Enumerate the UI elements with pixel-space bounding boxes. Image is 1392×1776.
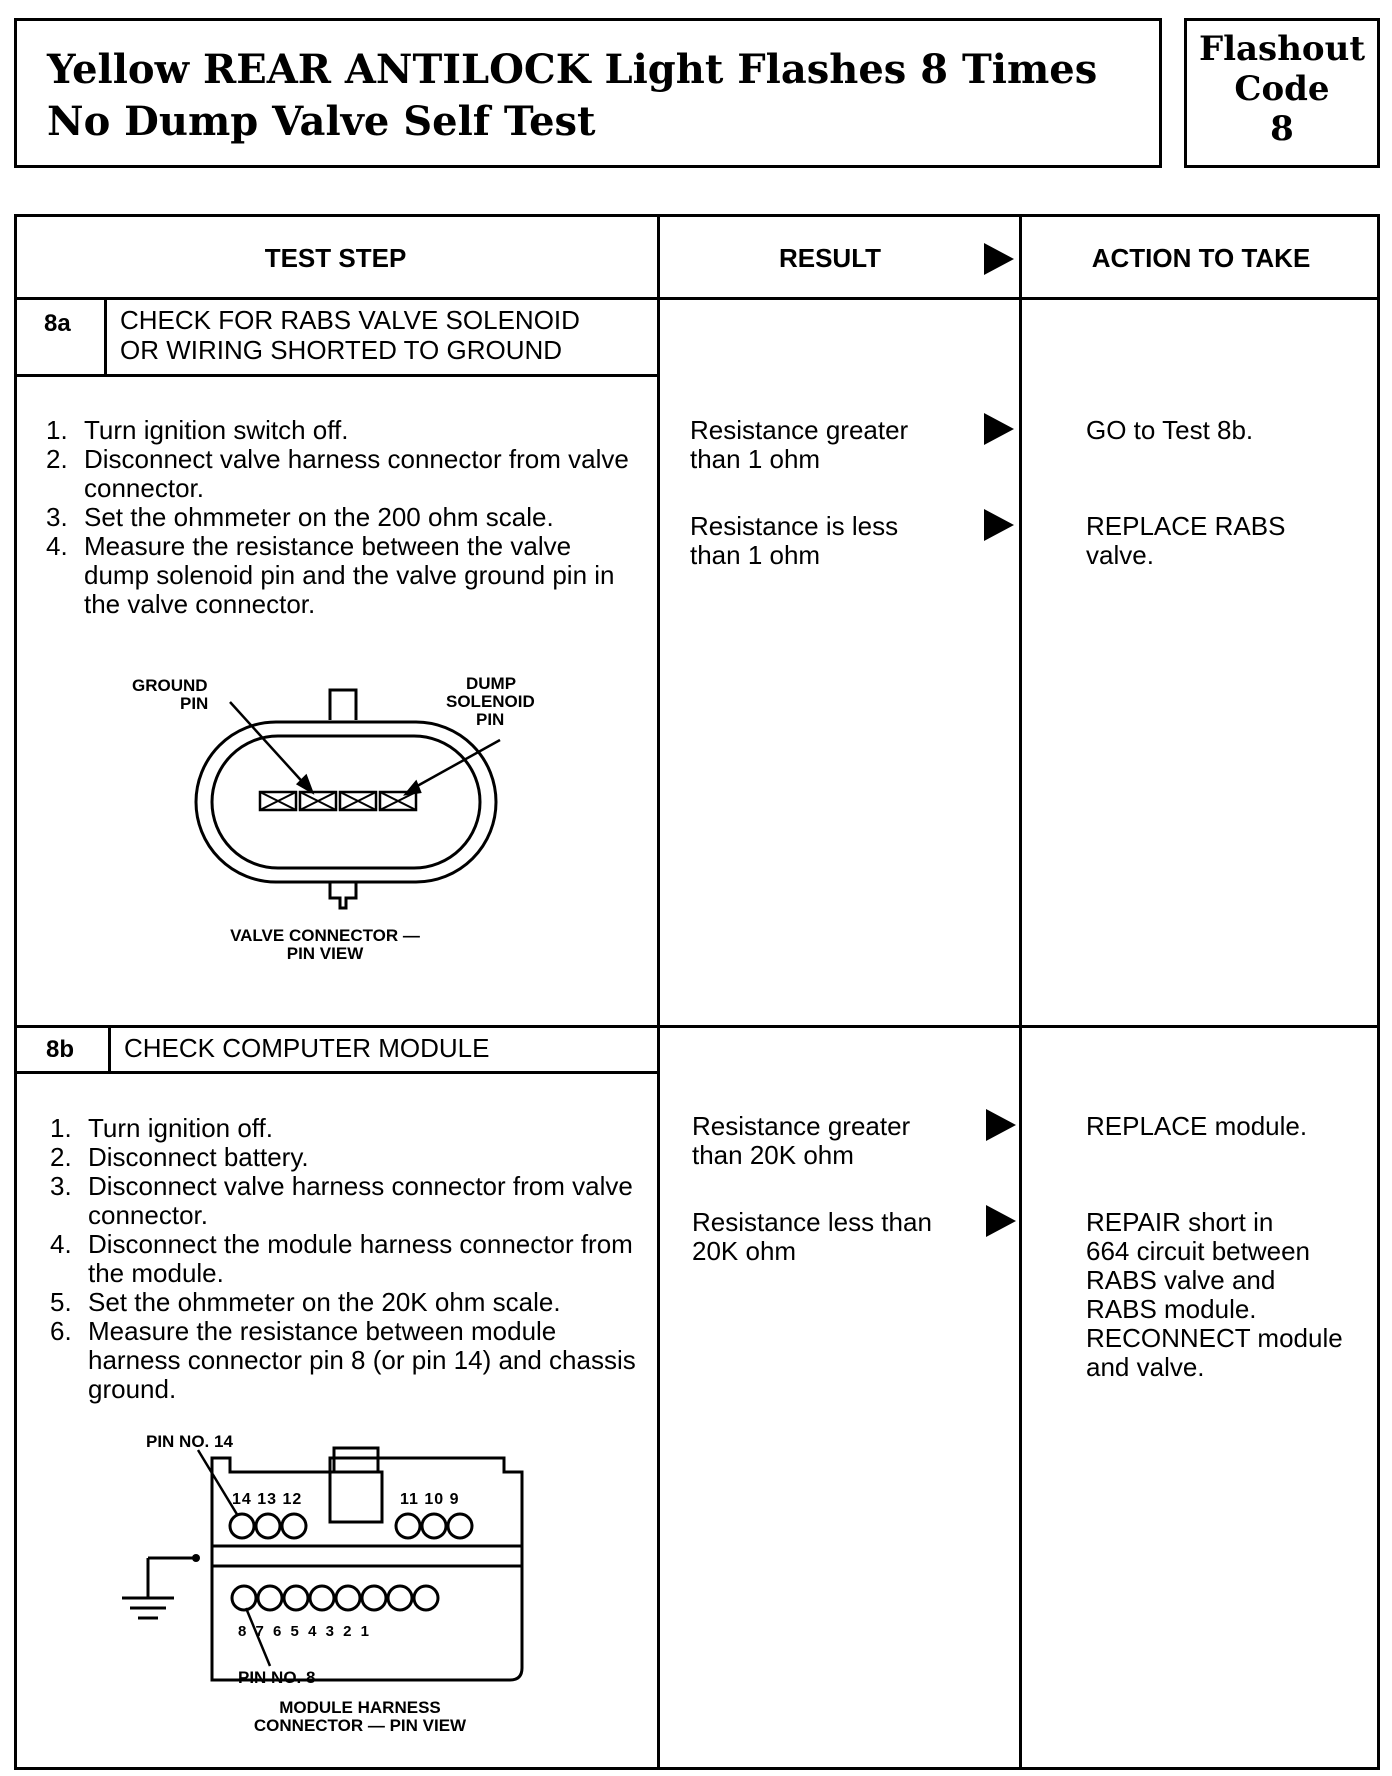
step8a-action-2: REPLACE RABS valve. bbox=[1086, 511, 1286, 570]
step8a-id-divider bbox=[104, 300, 107, 376]
header-action: ACTION TO TAKE bbox=[1091, 243, 1311, 273]
header-row-divider bbox=[14, 297, 1380, 300]
module-connector-caption-1: MODULE HARNESS bbox=[279, 1698, 441, 1717]
flashout-code-line2: Code bbox=[1234, 69, 1330, 109]
step8b-result-2: Resistance less than 20K ohm bbox=[692, 1207, 932, 1266]
valve-connector-caption-2: PIN VIEW bbox=[286, 944, 364, 963]
dump-solenoid-label-3: PIN bbox=[476, 710, 505, 729]
step8b-instruction: 2. Disconnect battery. bbox=[50, 1142, 309, 1172]
step8b-action-1: REPLACE module. bbox=[1086, 1111, 1308, 1141]
step8a-result-2-arrow-icon bbox=[984, 509, 1014, 541]
step8b-instruction: 1. Turn ignition off. bbox=[50, 1113, 273, 1143]
step8a-action-1: GO to Test 8b. bbox=[1086, 415, 1254, 445]
step8a-instruction: 2. Disconnect valve harness connector from valve connector. bbox=[46, 444, 629, 503]
module-harness-connector-diagram bbox=[110, 1430, 530, 1690]
step8b-result-1: Resistance greater than 20K ohm bbox=[692, 1111, 911, 1170]
top-pin-numbers-left: 14 13 12 bbox=[232, 1491, 303, 1508]
step8b-title: CHECK COMPUTER MODULE bbox=[124, 1033, 490, 1063]
top-pin-numbers-right: 11 10 9 bbox=[400, 1491, 460, 1508]
flashout-code-line1: Flashout bbox=[1198, 29, 1366, 69]
step-divider bbox=[14, 1025, 1380, 1028]
step8b-instruction: 4. Disconnect the module harness connector from the module. bbox=[50, 1229, 633, 1288]
dump-solenoid-label-1: DUMP bbox=[466, 674, 517, 693]
step8a-instruction: 1. Turn ignition switch off. bbox=[46, 415, 349, 445]
flashout-code-box bbox=[1184, 18, 1380, 168]
step8b-instruction: 5. Set the ohmmeter on the 20K ohm scale. bbox=[50, 1287, 561, 1317]
title-box bbox=[14, 18, 1162, 168]
ground-pin-label-1: GROUND bbox=[132, 676, 208, 695]
valve-connector-diagram bbox=[120, 670, 580, 970]
step8a-id: 8a bbox=[44, 310, 71, 337]
pin14-label: PIN NO. 14 bbox=[146, 1432, 233, 1451]
header-result: RESULT bbox=[778, 243, 882, 273]
valve-connector-caption-1: VALVE CONNECTOR — bbox=[230, 926, 420, 945]
step8b-id: 8b bbox=[46, 1036, 75, 1063]
col-divider-1 bbox=[657, 214, 660, 1770]
flashout-code-number: 8 bbox=[1270, 109, 1294, 149]
step8a-result-1-arrow-icon bbox=[984, 413, 1014, 445]
step8a-result-1: Resistance greater than 1 ohm bbox=[690, 415, 909, 474]
step8b-action-2: REPAIR short in 664 circuit between RABS valve and RABS module. RECONNECT module and valve. bbox=[1086, 1207, 1343, 1382]
ground-pin-label-2: PIN bbox=[180, 694, 209, 713]
step8b-instruction: 3. Disconnect valve harness connector from valve connector. bbox=[50, 1171, 633, 1230]
bottom-pin-numbers: 8 7 6 5 4 3 2 1 bbox=[238, 1623, 369, 1640]
step8b-result-1-arrow-icon bbox=[986, 1109, 1016, 1141]
header-test-step: TEST STEP bbox=[264, 243, 407, 273]
pin8-label: PIN NO. 8 bbox=[238, 1668, 316, 1687]
step8b-instruction: 6. Measure the resistance between module harness connector pin 8 (or pin 14) and chassis ground. bbox=[50, 1316, 636, 1404]
dump-solenoid-label-2: SOLENOID bbox=[446, 692, 535, 711]
step8b-id-divider bbox=[108, 1028, 111, 1074]
step8a-instructions bbox=[46, 416, 636, 619]
step8a-result-2: Resistance is less than 1 ohm bbox=[690, 511, 899, 570]
col-divider-2 bbox=[1019, 214, 1022, 1770]
module-connector-caption-2: CONNECTOR — PIN VIEW bbox=[253, 1716, 467, 1735]
step8b-instructions bbox=[50, 1114, 640, 1404]
step8a-title-line2: OR WIRING SHORTED TO GROUND bbox=[120, 335, 563, 365]
header-result-arrow-icon bbox=[984, 243, 1014, 275]
page-title-line2: No Dump Valve Self Test bbox=[47, 98, 596, 145]
step8a-title-line1: CHECK FOR RABS VALVE SOLENOID bbox=[120, 305, 580, 335]
page-title-line1: Yellow REAR ANTILOCK Light Flashes 8 Times bbox=[47, 46, 1098, 93]
step8b-result-2-arrow-icon bbox=[986, 1205, 1016, 1237]
step8a-instruction: 4. Measure the resistance between the valve dump solenoid pin and the valve ground pin in the valve connector. bbox=[46, 531, 615, 619]
step8a-title-bottom bbox=[14, 374, 660, 377]
step8a-instruction: 3. Set the ohmmeter on the 200 ohm scale. bbox=[46, 502, 554, 532]
